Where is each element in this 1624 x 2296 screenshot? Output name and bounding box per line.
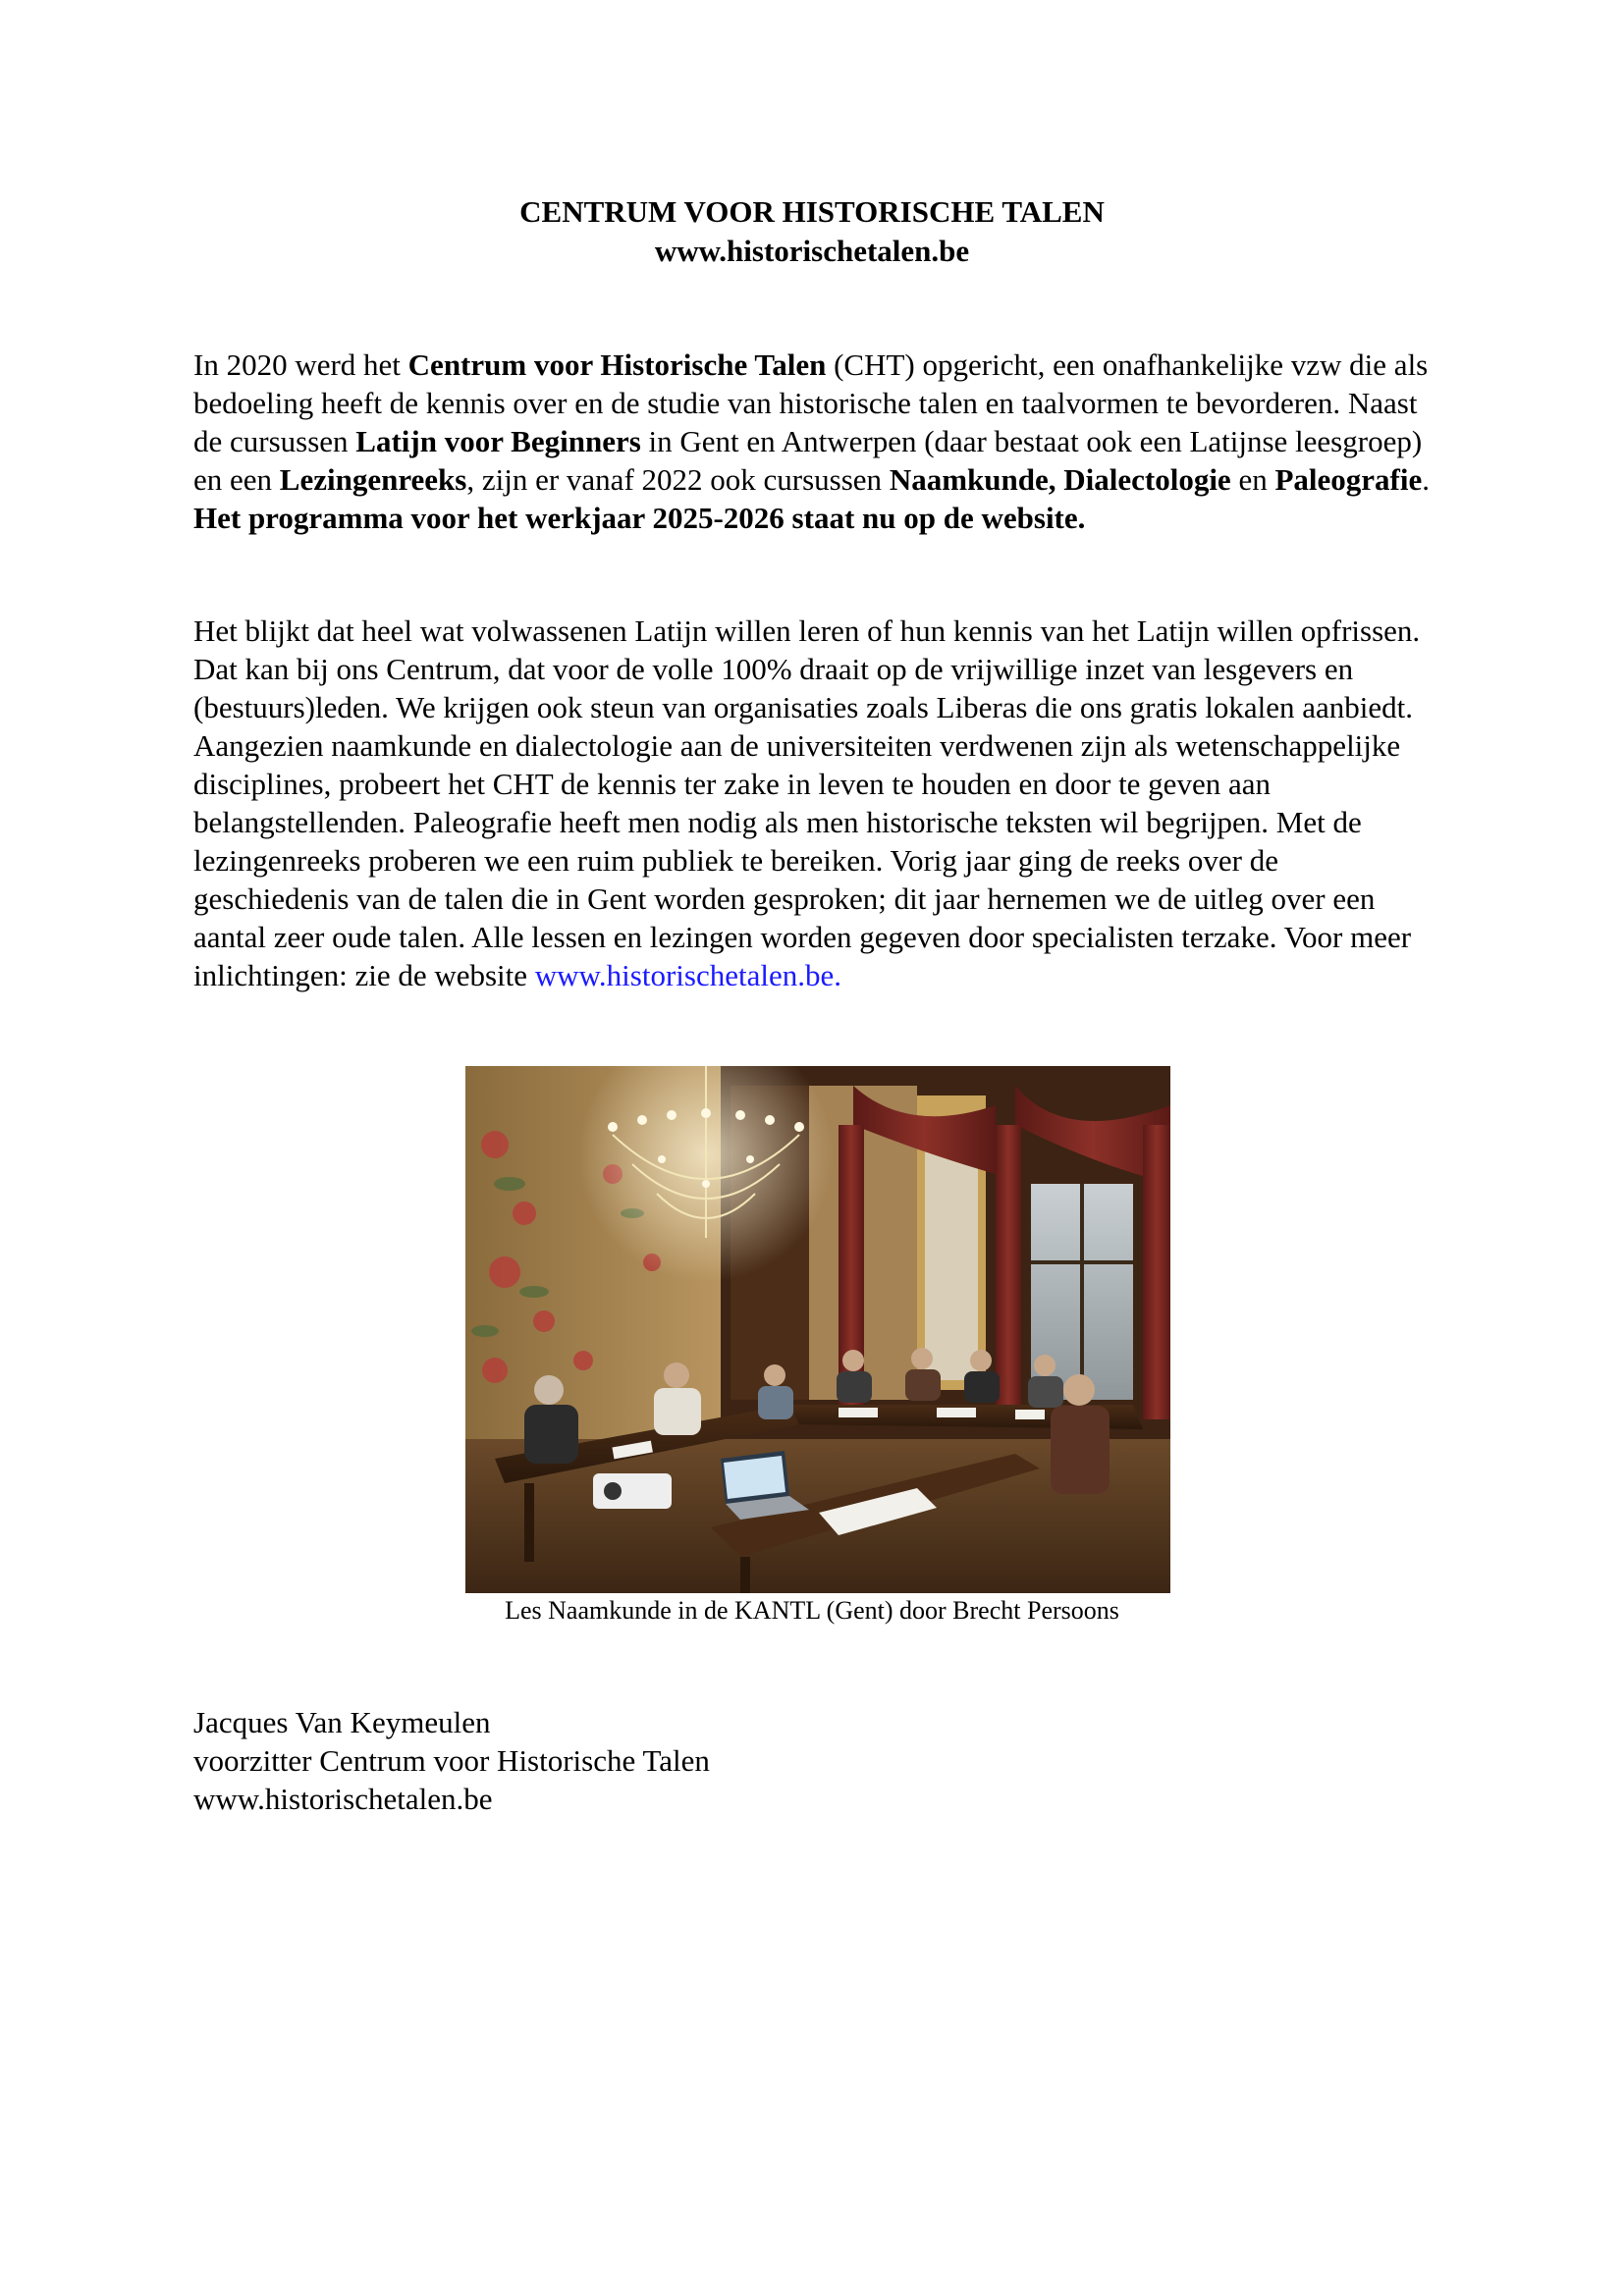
intro-text-2: (CHT) opgericht, een onafhankelijke vzw die als bedoeling heeft de kennis over en de studie van historische talen en taalvormen te bevorderen. Naast de cursussen <box>193 347 1429 458</box>
intro-text-5: en <box>1230 462 1275 497</box>
organization-title: CENTRUM VOOR HISTORISCHE TALEN <box>519 194 1105 229</box>
intro-text-3: in Gent en Antwerpen (daar bestaat ook een Latijnse leesgroep) en een <box>193 424 1423 497</box>
body-paragraph <box>193 612 1440 994</box>
intro-bold-lezingen: Lezingenreeks <box>279 462 467 497</box>
signature-website: www.historischetalen.be <box>193 1782 493 1816</box>
signature-block <box>193 1703 710 1818</box>
intro-bold-paleografie: Paleografie <box>1274 462 1423 497</box>
intro-text-4: , zijn er vanaf 2022 ook cursussen <box>466 462 890 497</box>
intro-paragraph <box>193 346 1440 537</box>
photo-caption: Les Naamkunde in de KANTL (Gent) door Brecht Persoons <box>505 1596 1119 1625</box>
intro-text-1: In 2020 werd het <box>193 347 408 382</box>
website-link[interactable]: www.historischetalen.be. <box>534 958 841 992</box>
signature-role: voorzitter Centrum voor Historische Talen <box>193 1743 710 1778</box>
classroom-photo <box>465 1066 1170 1593</box>
intro-bold-latijn: Latijn voor Beginners <box>355 424 641 458</box>
intro-text-6: . <box>1422 462 1430 497</box>
intro-bold-programma: Het programma voor het werkjaar 2025-2026 staat nu op de website. <box>193 501 1086 535</box>
document-header <box>0 192 1624 271</box>
intro-bold-naamkunde: Naamkunde, Dialectologie <box>889 462 1231 497</box>
signature-name: Jacques Van Keymeulen <box>193 1705 491 1739</box>
header-website: www.historischetalen.be <box>654 234 970 268</box>
body-paragraph-text: Het blijkt dat heel wat volwassenen Latijn willen leren of hun kennis van het Latijn willen opfrissen. Dat kan bij ons Centrum, dat voor de volle 100% draait op de vrijwillige inzet van lesgevers en (bestuurs)leden. We krijgen ook steun van organisaties zoals Liberas die ons gratis lokalen aanbiedt. Aangezien naamkunde en dialectologie aan de universiteiten verdwenen zijn als wetenschappelijke disciplines, probeert het CHT de kennis ter zake in leven te houden en door te geven aan belangstellenden. Paleografie heeft men nodig als men historische teksten wil begrijpen. Met de lezingenreeks proberen we een ruim publiek te bereiken. Vorig jaar ging de reeks over de geschiedenis van de talen die in Gent worden gesproken; dit jaar hernemen we de uitleg over een aantal zeer oude talen. Alle lessen en lezingen worden gegeven door specialisten terzake. Voor meer inlichtingen: zie de website <box>193 614 1421 992</box>
intro-bold-cht: Centrum voor Historische Talen <box>407 347 827 382</box>
